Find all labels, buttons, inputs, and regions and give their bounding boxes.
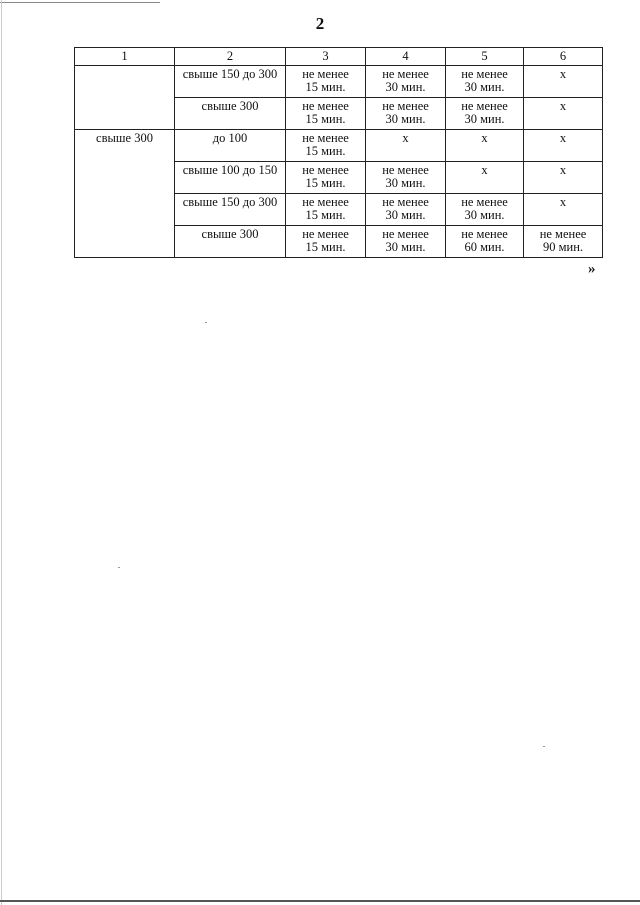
cell-line: х	[481, 131, 488, 145]
range-cell: до 100	[175, 130, 286, 162]
value-cell	[286, 226, 366, 258]
table-row	[75, 130, 603, 162]
cell-line: 30 мин.	[385, 176, 426, 190]
cell-line: не менее	[382, 67, 429, 81]
range-cell: свыше 300	[175, 98, 286, 130]
closing-quote: »	[588, 261, 596, 277]
cell-line: 15 мин.	[305, 240, 346, 254]
cell-line: 30 мин.	[464, 80, 505, 94]
cell-line: не менее	[382, 195, 429, 209]
cell-line: не менее	[461, 195, 508, 209]
value-cell	[366, 226, 446, 258]
header-cell: 6	[524, 48, 603, 66]
scan-speck	[118, 567, 120, 568]
value-cell	[446, 98, 524, 130]
cell-line: 30 мин.	[385, 208, 426, 222]
cell-line: не менее	[382, 163, 429, 177]
value-cell	[366, 98, 446, 130]
cell-line: не менее	[382, 99, 429, 113]
cell-line: не менее	[302, 131, 349, 145]
value-cell	[446, 66, 524, 98]
value-cell	[524, 130, 603, 162]
page-number: 2	[315, 14, 325, 33]
header-cell: 1	[75, 48, 175, 66]
value-cell	[446, 194, 524, 226]
cell-line: 30 мин.	[464, 112, 505, 126]
cell-line: 15 мин.	[305, 112, 346, 126]
cell-line: 30 мин.	[385, 112, 426, 126]
header-cell: 5	[446, 48, 524, 66]
value-cell	[446, 226, 524, 258]
cell-line: не менее	[302, 67, 349, 81]
cell-line: не менее	[302, 99, 349, 113]
cell-line: х	[559, 99, 567, 113]
cell-line: не менее	[461, 99, 508, 113]
value-cell	[524, 162, 603, 194]
header-cell: 4	[366, 48, 446, 66]
cell-line: не менее	[539, 227, 587, 241]
group-cell	[75, 66, 175, 130]
value-cell	[446, 130, 524, 162]
cell-line: не менее	[461, 67, 508, 81]
cell-line: 90 мин.	[542, 240, 584, 254]
cell-line: не менее	[302, 163, 349, 177]
value-cell	[446, 162, 524, 194]
cell-line: 30 мин.	[385, 240, 426, 254]
value-cell	[366, 162, 446, 194]
value-cell	[524, 226, 603, 258]
value-cell	[286, 98, 366, 130]
scan-speck	[205, 322, 207, 323]
cell-line: 15 мин.	[305, 144, 346, 158]
cell-line: 15 мин.	[305, 208, 346, 222]
value-cell	[286, 130, 366, 162]
value-cell	[524, 66, 603, 98]
cell-line: 60 мин.	[464, 240, 505, 254]
header-cell: 2	[175, 48, 286, 66]
cell-line: х	[481, 163, 488, 177]
cell-line: х	[559, 131, 567, 145]
table-header-row	[75, 48, 603, 66]
cell-line: 15 мин.	[305, 176, 346, 190]
cell-line: не менее	[302, 227, 349, 241]
range-cell: свыше 150 до 300	[175, 194, 286, 226]
header-cell: 3	[286, 48, 366, 66]
cell-line: не менее	[302, 195, 349, 209]
value-cell	[366, 130, 446, 162]
scan-edge-top	[0, 2, 160, 3]
value-cell	[366, 66, 446, 98]
cell-line: х	[559, 163, 567, 177]
value-cell	[286, 162, 366, 194]
value-cell	[524, 98, 603, 130]
cell-line: х	[559, 67, 567, 81]
cell-line: х	[559, 195, 567, 209]
value-cell	[286, 66, 366, 98]
cell-line: не менее	[382, 227, 429, 241]
value-cell	[524, 194, 603, 226]
cell-line: 15 мин.	[305, 80, 346, 94]
range-cell: свыше 100 до 150	[175, 162, 286, 194]
scan-speck	[543, 746, 545, 747]
range-cell: свыше 300	[175, 226, 286, 258]
table-row	[75, 66, 603, 98]
range-cell: свыше 150 до 300	[175, 66, 286, 98]
value-cell	[366, 194, 446, 226]
cell-line: не менее	[461, 227, 508, 241]
cell-line: х	[402, 131, 409, 145]
cell-line: 30 мин.	[385, 80, 426, 94]
value-cell	[286, 194, 366, 226]
scan-edge-left	[1, 0, 2, 905]
cell-line: 30 мин.	[464, 208, 505, 222]
group-cell: свыше 300	[75, 130, 175, 258]
scan-edge-bottom	[0, 900, 640, 902]
norms-table	[74, 47, 603, 258]
